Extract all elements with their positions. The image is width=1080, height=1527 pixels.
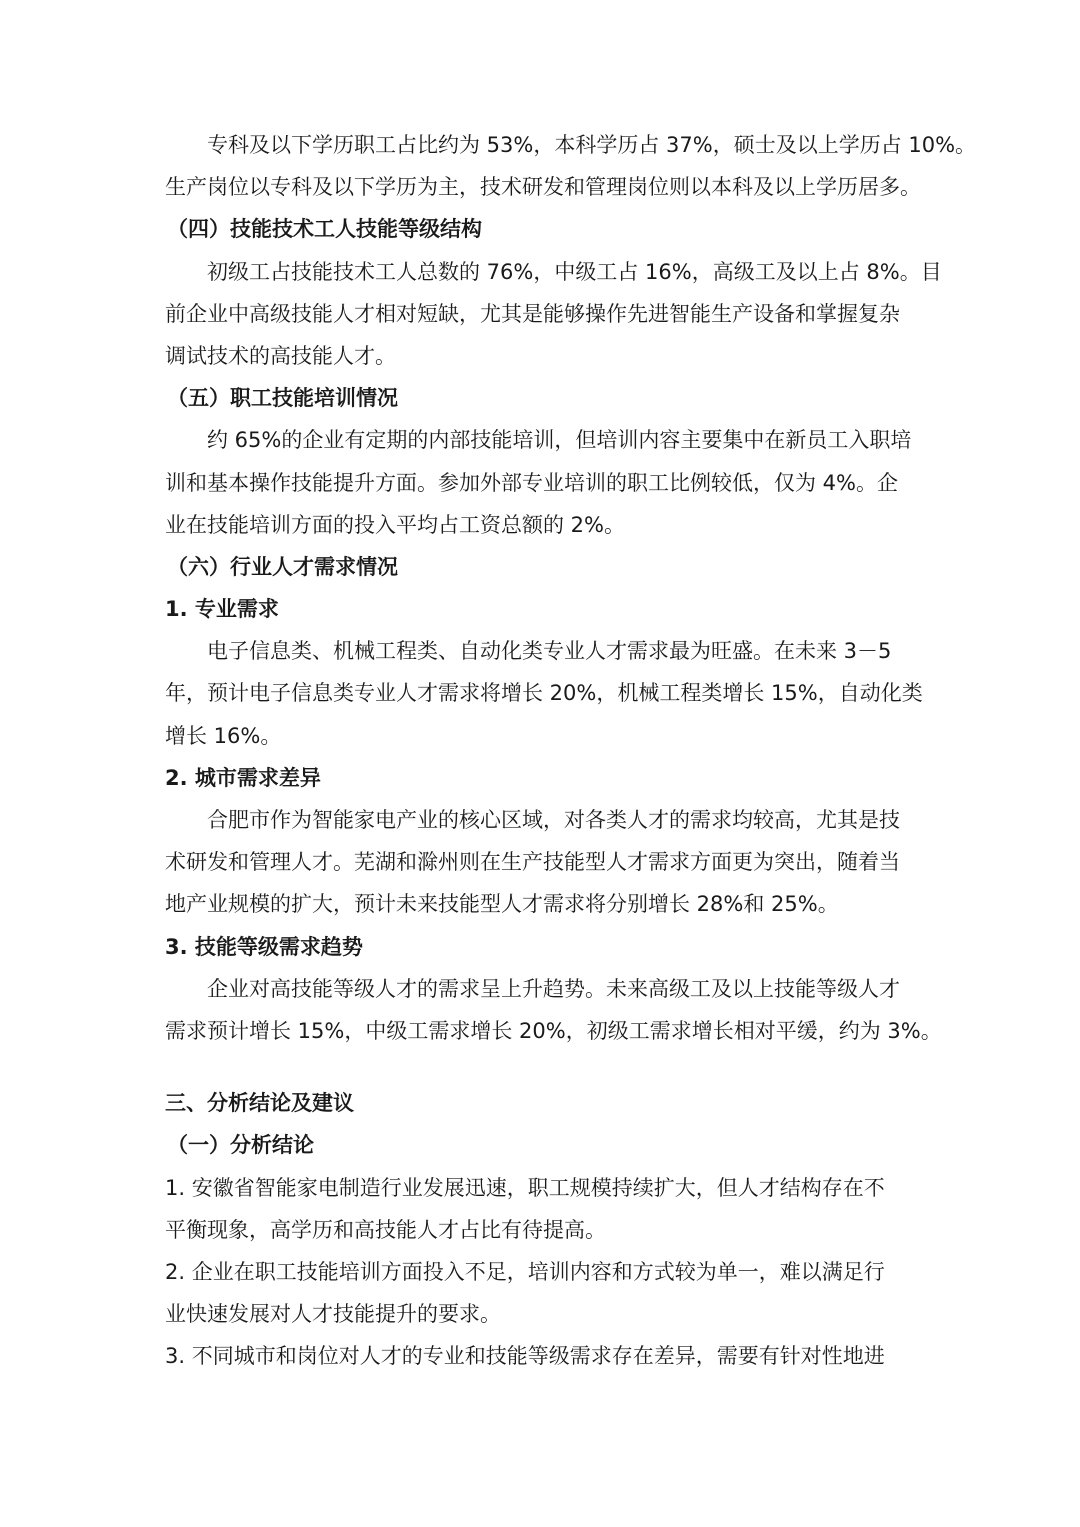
- paragraph-line: 业快速发展对人才技能提升的要求。: [165, 1302, 501, 1327]
- paragraph-line: 术研发和管理人才。芜湖和滁州则在生产技能型人才需求方面更为突出，随着当: [165, 850, 900, 875]
- paragraph-line: 1. 安徽省智能家电制造行业发展迅速，职工规模持续扩大，但人才结构存在不: [165, 1175, 885, 1200]
- paragraph-line: 专科及以下学历职工占比约为 53%，本科学历占 37%，硕士及以上学历占 10%。: [207, 133, 977, 157]
- section-heading: （一）分析结论: [167, 1133, 314, 1158]
- paragraph-line: 增长 16%。: [165, 723, 282, 748]
- paragraph-line: 2. 企业在职工技能培训方面投入不足，培训内容和方式较为单一，难以满足行: [165, 1259, 885, 1284]
- subsection-heading: 1. 专业需求: [165, 597, 279, 622]
- paragraph-line: 合肥市作为智能家电产业的核心区域，对各类人才的需求均较高，尤其是技: [207, 808, 900, 832]
- paragraph-line: 电子信息类、机械工程类、自动化类专业人才需求最为旺盛。在未来 3－5: [207, 639, 892, 664]
- paragraph-line: 约 65%的企业有定期的内部技能培训，但培训内容主要集中在新员工入职培: [207, 428, 912, 453]
- section-heading: （四）技能技术工人技能等级结构: [167, 217, 482, 242]
- paragraph-line: 前企业中高级技能人才相对短缺，尤其是能够操作先进智能生产设备和掌握复杂: [165, 301, 900, 326]
- paragraph-line: 3. 不同城市和岗位对人才的专业和技能等级需求存在差异，需要有针对性地进: [165, 1344, 885, 1369]
- chapter-heading: 三、分析结论及建议: [165, 1091, 354, 1116]
- section-heading: （六）行业人才需求情况: [167, 554, 398, 579]
- paragraph-line: 年，预计电子信息类专业人才需求将增长 20%，机械工程类增长 15%，自动化类: [165, 681, 923, 706]
- paragraph-line: 生产岗位以专科及以下学历为主，技术研发和管理岗位则以本科及以上学历居多。: [165, 175, 921, 200]
- paragraph-line: 平衡现象，高学历和高技能人才占比有待提高。: [165, 1217, 606, 1242]
- section-spacer: [165, 1052, 917, 1082]
- paragraph-line: 训和基本操作技能提升方面。参加外部专业培训的职工比例较低，仅为 4%。企: [165, 470, 898, 495]
- paragraph-line: 初级工占技能技术工人总数的 76%，中级工占 16%，高级工及以上占 8%。目: [207, 259, 942, 284]
- paragraph-line: 地产业规模的扩大，预计未来技能型人才需求将分别增长 28%和 25%。: [165, 892, 839, 917]
- document-page: [165, 124, 977, 1377]
- subsection-heading: 2. 城市需求差异: [165, 765, 321, 790]
- paragraph-line: 企业对高技能等级人才的需求呈上升趋势。未来高级工及以上技能等级人才: [207, 976, 900, 1001]
- paragraph-line: 业在技能培训方面的投入平均占工资总额的 2%。: [165, 512, 625, 537]
- paragraph-line: 需求预计增长 15%，中级工需求增长 20%，初级工需求增长相对平缓，约为 3%。: [165, 1018, 942, 1043]
- section-heading: （五）职工技能培训情况: [167, 386, 398, 411]
- subsection-heading: 3. 技能等级需求趋势: [165, 934, 363, 959]
- paragraph-line: 调试技术的高技能人才。: [165, 343, 396, 368]
